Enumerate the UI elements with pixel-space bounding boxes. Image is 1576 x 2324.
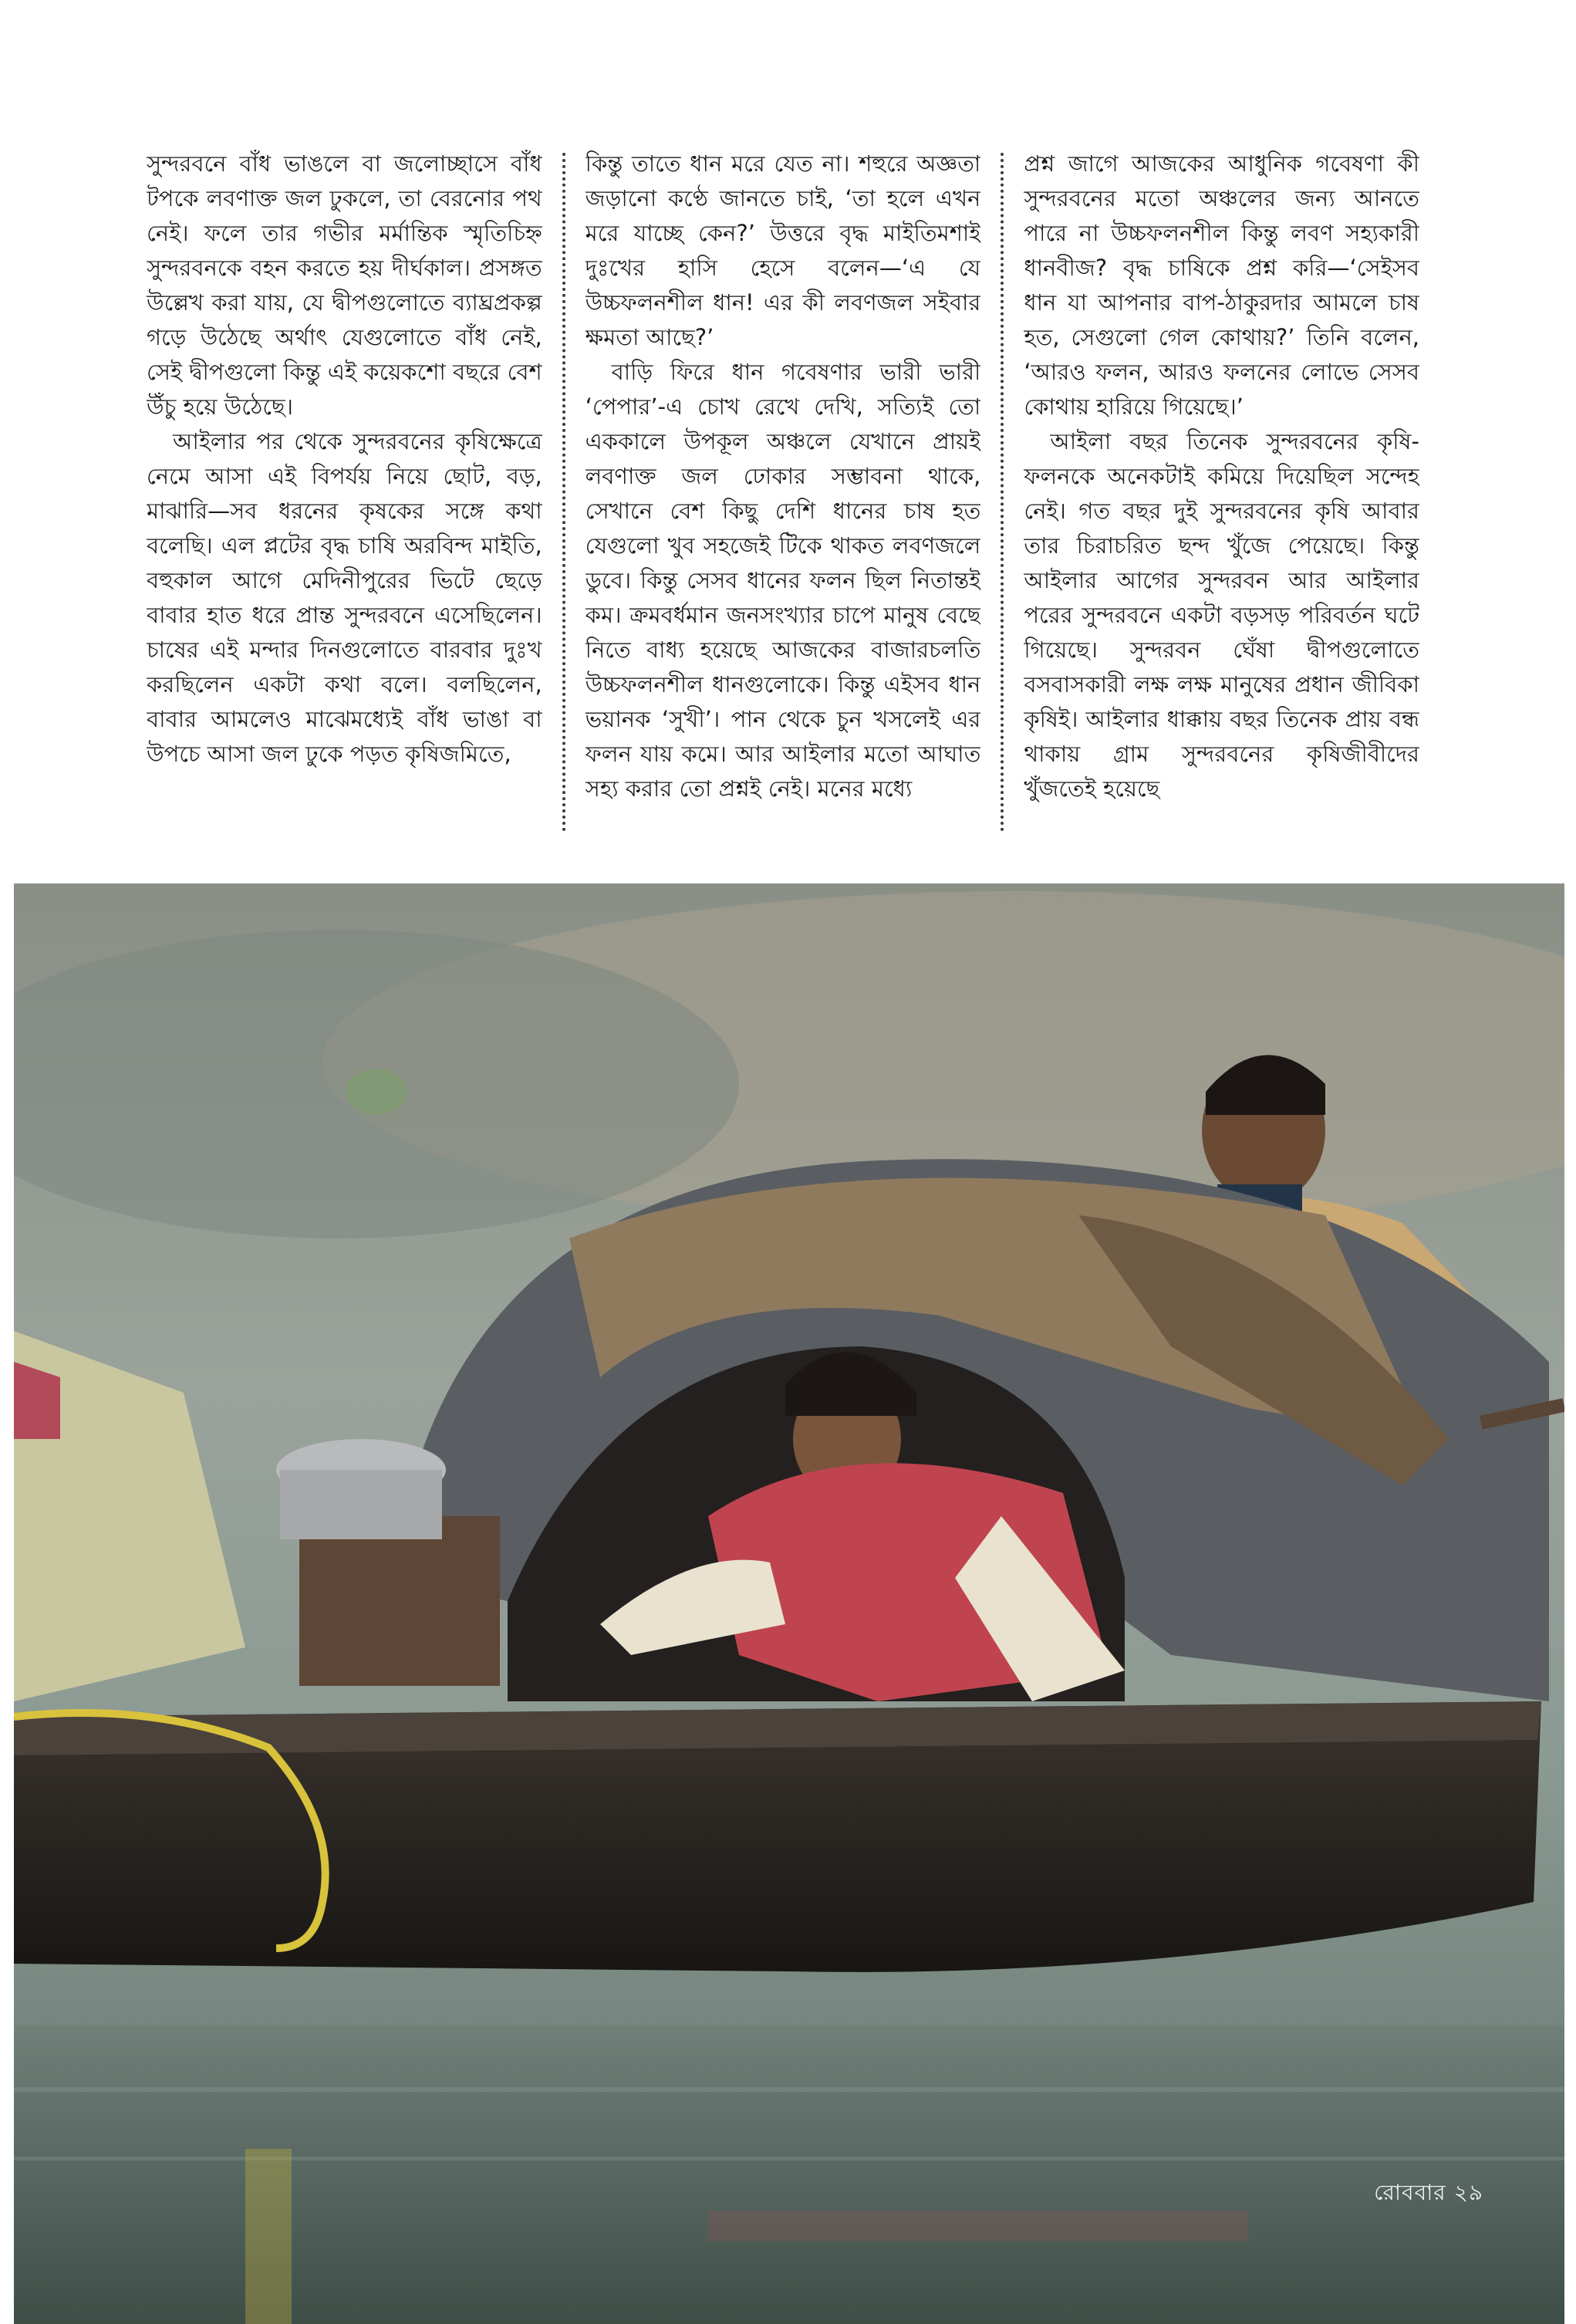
column-divider [1001, 153, 1004, 832]
paragraph: বাড়ি ফিরে ধান গবেষণার ভারী ভারী ‘পেপার’-এ চোখ রেখে দেখি, সত্যিই তো এককালে উপকূল অঞ্চলে যেখানে প্রায়ই লবণাক্ত জল ঢোকার সম্ভাবনা থাকে, সেখানে বেশ কিছু দেশি ধানের চাষ হত যেগুলো খুব সহজেই টিকে থাকত লবণজলে ডুবে। কিন্তু সেসব ধানের ফলন ছিল নিতান্তই কম। ক্রমবর্ধমান জনসংখ্যার চাপে মানুষ বেছে নিতে বাধ্য হয়েছে আজকের বাজারচলতি উচ্চফলনশীল ধানগুলোকে। কিন্তু এইসব ধান ভয়ানক ‘সুখী’। পান থেকে চুন খসলেই এর ফলন যায় কমে। আর আইলার মতো আঘাত সহ্য করার তো প্রশ্নই নেই। মনের মধ্যে [585, 359, 981, 802]
paragraph: সুন্দরবনে বাঁধ ভাঙলে বা জলোচ্ছাসে বাঁধ টপকে লবণাক্ত জল ঢুকলে, তা বেরনোর পথ নেই। ফলে তার গভীর মর্মান্তিক স্মৃতিচিহ্ন সুন্দরবনকে বহন করতে হয় দীর্ঘকাল। প্রসঙ্গত উল্লেখ করা যায়, যে দ্বীপগুলোতে ব্যাঘ্রপ্রকল্প গড়ে উঠেছে অর্থাৎ যেগুলোতে বাঁধ নেই, সেই দ্বীপগুলো কিন্তু এই কয়েকশো বছরে বেশ উঁচু হয়ে উঠেছে। [147, 150, 542, 420]
page-folio: রোববার ২৯ [1374, 2180, 1483, 2205]
paragraph: আইলার পর থেকে সুন্দরবনের কৃষিক্ষেত্রে নেমে আসা এই বিপর্যয় নিয়ে ছোট, বড়, মাঝারি—সব ধরনের কৃষকের সঙ্গে কথা বলেছি। এল প্লটের বৃদ্ধ চাষি অরবিন্দ মাইতি, বহুকাল আগে মেদিনীপুরের ভিটে ছেড়ে বাবার হাত ধরে প্রান্ত সুন্দরবনে এসেছিলেন। চাষের এই মন্দার দিনগুলোতে বারবার দুঃখ করছিলেন একটা কথা বলে। বলছিলেন, বাবার আমলেও মাঝেমধ্যেই বাঁধ ভাঙা বা উপচে আসা জল ঢুকে পড়ত কৃষিজমিতে, [147, 428, 542, 767]
article-column-2 [586, 147, 981, 849]
paragraph: কিন্তু তাতে ধান মরে যেত না। শহুরে অজ্ঞতা জড়ানো কণ্ঠে জানতে চাই, ‘তা হলে এখন মরে যাচ্ছে কেন?’ উত্তরে বৃদ্ধ মাইতিমশাই দুঃখের হাসি হেসে বলেন—‘এ যে উচ্চফলনশীল ধান! এর কী লবণজল সইবার ক্ষমতা আছে?’ [585, 150, 981, 350]
article-body [147, 147, 1419, 849]
paragraph: আইলা বছর তিনেক সুন্দরবনের কৃষি-ফলনকে অনেকটাই কমিয়ে দিয়েছিল সন্দেহ নেই। গত বছর দুই সুন্দরবনের কৃষি আবার তার চিরাচরিত ছন্দ খুঁজে পেয়েছে। কিন্তু আইলার আগের সুন্দরবন আর আইলার পরের সুন্দরবনে একটা বড়সড় পরিবর্তন ঘটে গিয়েছে। সুন্দরবন ঘেঁষা দ্বীপগুলোতে বসবাসকারী লক্ষ লক্ষ মানুষের প্রধান জীবিকা কৃষিই। আইলার ধাক্কায় বছর তিনেক প্রায় বন্ধ থাকায় গ্রাম সুন্দরবনের কৃষিজীবীদের খুঁজতেই হয়েছে [1024, 428, 1420, 802]
boat-photograph [14, 883, 1564, 2324]
article-column-3 [1024, 147, 1419, 849]
column-divider [562, 153, 565, 832]
paragraph: প্রশ্ন জাগে আজকের আধুনিক গবেষণা কী সুন্দরবনের মতো অঞ্চলের জন্য আনতে পারে না উচ্চফলনশীল কিন্তু লবণ সহ্যকারী ধানবীজ? বৃদ্ধ চাষিকে প্রশ্ন করি—‘সেইসব ধান যা আপনার বাপ-ঠাকুরদার আমলে চাষ হত, সেগুলো গেল কোথায়?’ তিনি বলেন, ‘আরও ফলন, আরও ফলনের লোভে সেসব কোথায় হারিয়ে গিয়েছে।’ [1024, 150, 1420, 420]
article-column-1 [147, 147, 542, 849]
